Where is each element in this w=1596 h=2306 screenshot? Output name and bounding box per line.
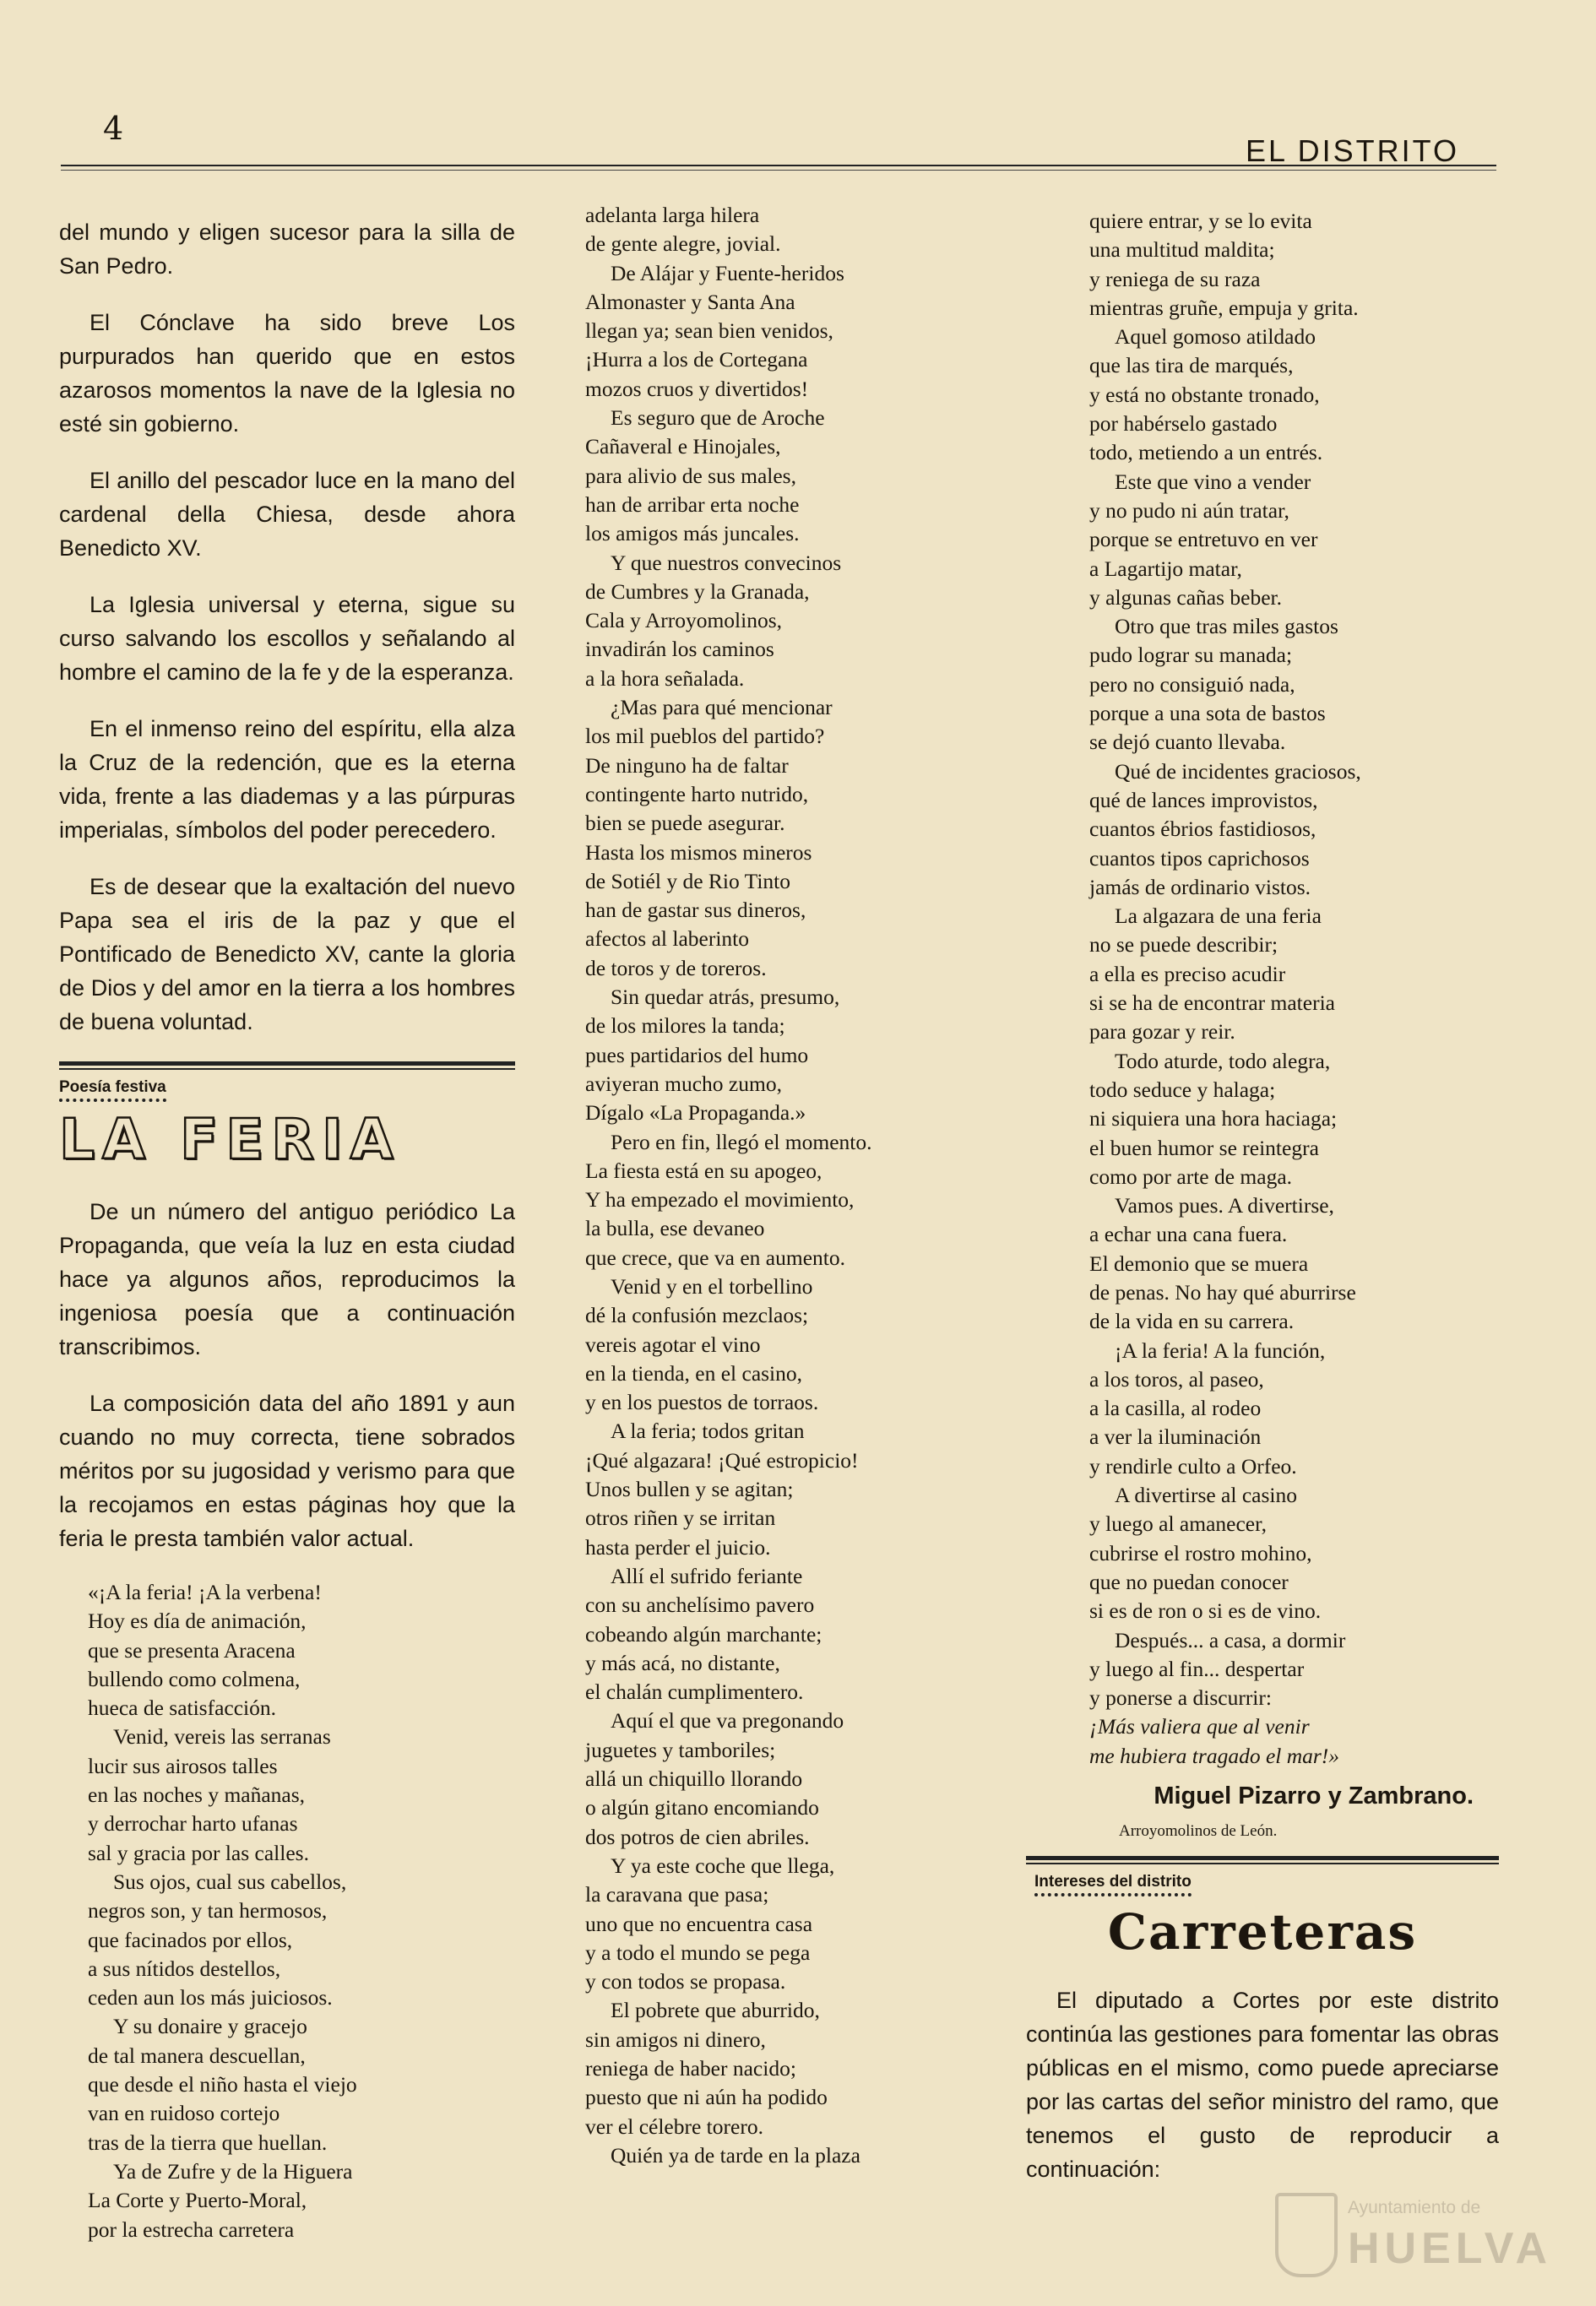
column-3 [1026, 207, 1499, 2209]
poem-line: los mil pueblos del partido? [585, 724, 825, 749]
poem-line: que las tira de marqués, [1089, 353, 1294, 378]
poem-line: a los toros, al paseo, [1089, 1366, 1264, 1392]
poem-line: aviyeran mucho zumo, [585, 1071, 782, 1096]
poem-line: si es de ron o si es de vino. [1089, 1598, 1322, 1624]
poem-line: Este que vino a vender [1115, 469, 1311, 494]
poem-line: Unos bullen y se agitan; [585, 1477, 794, 1502]
poem-line: allá un chiquillo llorando [585, 1766, 803, 1792]
poem-line: Es seguro que de Aroche [611, 405, 825, 431]
poem-line: Almonaster y Santa Ana [585, 289, 795, 314]
poem-line: Cala y Arroyomolinos, [585, 608, 783, 633]
poem-line: de Cumbres y la Granada, [585, 578, 810, 604]
article-paragraph: El anillo del pescador luce en la mano del cardenal della Chiesa, desde ahora Benedicto XV. [59, 468, 515, 561]
poem-line: han de gastar sus dineros, [585, 898, 806, 923]
poem-line: mientras gruñe, empuja y grita. [1089, 295, 1359, 320]
poem-line: ni siquiera una hora haciaga; [1089, 1106, 1338, 1131]
poem-line: El pobrete que aburrido, [611, 1998, 820, 2023]
poem-line: a la hora señalada. [585, 665, 745, 691]
poem-line: ver el célebre torero. [585, 2113, 763, 2139]
poem-line: El demonio que se muera [1089, 1251, 1309, 1276]
poem-line: invadirán los caminos [585, 637, 774, 662]
poem-line: y reniega de su raza [1089, 266, 1261, 291]
poem-line: Aquí el que va pregonando [611, 1708, 844, 1734]
poem-line: lucir sus airosos talles [88, 1753, 278, 1778]
poem-line: para alivio de sus males, [585, 463, 796, 488]
poem-line: sal y gracia por las calles. [88, 1840, 309, 1865]
poem-line: ¡A la feria! A la función, [1115, 1337, 1326, 1363]
section-divider-thin [1026, 1863, 1499, 1864]
poem-line: en la tienda, en el casino, [585, 1360, 803, 1386]
poem-line: Venid, vereis las serranas [113, 1724, 331, 1750]
poem-line: negros son, y tan hermosos, [88, 1898, 328, 1923]
poem-line: de tal manera descuellan, [88, 2043, 306, 2068]
header-rule-thin [61, 170, 1496, 171]
article-paragraph: La Iglesia universal y eterna, sigue su curso salvando los escollos y señalando al hombre el camino de la fe y de la esperanza. [59, 592, 515, 685]
poem-line: Quién ya de tarde en la plaza [611, 2142, 860, 2168]
poem-line: han de arribar erta noche [585, 491, 800, 517]
poem-line: todo, metiendo a un entrés. [1089, 440, 1323, 465]
poem-line: a la casilla, al rodeo [1089, 1396, 1262, 1421]
poem-line: Después... a casa, a dormir [1115, 1627, 1346, 1652]
poem-line: para gozar y reir. [1089, 1019, 1235, 1044]
poem-line: Dígalo «La Propaganda.» [585, 1100, 806, 1126]
poem-line: por habérselo gastado [1089, 411, 1278, 437]
poem-line: la caravana que pasa; [585, 1882, 769, 1907]
poem-line: a ella es preciso acudir [1089, 961, 1286, 986]
poem-signature: Miguel Pizarro y Zambrano. [1154, 1782, 1474, 1810]
poem-line: que desde el niño hasta el viejo [88, 2072, 357, 2097]
article-paragraph: del mundo y eligen sucesor para la silla de San Pedro. [59, 220, 515, 279]
poem-line: de la vida en su carrera. [1089, 1309, 1295, 1334]
newspaper-title: EL DISTRITO [1245, 133, 1459, 168]
poem-line: si se ha de encontrar materia [1089, 990, 1335, 1016]
poem-line: Y su donaire y gracejo [113, 2014, 307, 2039]
poem-line: Aquel gomoso atildado [1115, 324, 1316, 350]
poem-line: dos potros de cien abriles. [585, 1824, 810, 1849]
poem-line: bien se puede asegurar. [585, 811, 785, 836]
poem-line: llegan ya; sean bien venidos, [585, 318, 833, 344]
poem-line: Otro que tras miles gastos [1115, 614, 1338, 639]
poem-place: Arroyomolinos de León. [1119, 1822, 1278, 1841]
poem-line: se dejó cuanto llevaba. [1089, 730, 1286, 755]
watermark-line1: Ayuntamiento de [1348, 2198, 1481, 2217]
poem-line: Sin quedar atrás, presumo, [611, 985, 840, 1010]
article-paragraph: Es de desear que la exaltación del nuevo Papa sea el iris de la paz y que el Pontificado de Benedicto XV, cante la gloria de Dios y del amor en la tierra a los hombres de buena voluntad. [59, 874, 515, 1034]
poem-line: Hoy es día de animación, [88, 1609, 307, 1634]
poem-line: Y ya este coche que llega, [611, 1853, 835, 1878]
poem-line: «¡A la feria! ¡A la verbena! [88, 1580, 322, 1604]
poem-line: cuantos tipos caprichosos [1089, 845, 1310, 871]
poem-line: a ver la iluminación [1089, 1424, 1262, 1450]
poem-line: como por arte de maga. [1089, 1164, 1293, 1189]
poem-line: Todo aturde, todo alegra, [1115, 1048, 1331, 1073]
poem-line: Y que nuestros convecinos [611, 550, 842, 575]
feria-intro-paragraph: De un número del antiguo periódico La Propaganda, que veía la luz en esta ciudad hace ya algunos años, reproducimos la ingeniosa poesía que a continuación transcribimos. [59, 1199, 515, 1359]
poem-line: De ninguno ha de faltar [585, 752, 789, 778]
poem-line: que se presenta Aracena [88, 1637, 296, 1663]
poem-line: pero no consiguió nada, [1089, 671, 1295, 697]
poem-line: La algazara de una feria [1115, 903, 1322, 929]
article-paragraph: El Cónclave ha sido breve Los purpurados han querido que en estos azarosos momentos la nave de la Iglesia no esté sin gobierno. [59, 310, 515, 437]
poem-line: Pero en fin, llegó el momento. [611, 1129, 872, 1154]
feria-intro-paragraph: La composición data del año 1891 y aun cuando no muy correcta, tiene sobrados méritos por su jugosidad y verismo para que la recojamos en estas páginas hoy que la feria le presta también valor actual. [59, 1391, 515, 1551]
poem-line: uno que no encuentra casa [585, 1911, 813, 1936]
poem-line: el chalán cumplimentero. [585, 1679, 804, 1705]
poem-line: contingente harto nutrido, [585, 781, 809, 806]
poem-line: van en ruidoso cortejo [88, 2101, 280, 2126]
poem-line: puesto que ni aún ha podido [585, 2085, 828, 2110]
poem-line: Y ha empezado el movimiento, [585, 1187, 855, 1213]
poem-line: a echar una cana fuera. [1089, 1222, 1288, 1247]
poem-line: porque se entretuvo en ver [1089, 527, 1318, 552]
poem-line: que crece, que va en aumento. [585, 1245, 845, 1270]
archive-watermark [1275, 2186, 1553, 2287]
poem-line: ¡Qué algazara! ¡Qué estropicio! [585, 1447, 859, 1473]
poem-line: o algún gitano encomiando [585, 1795, 819, 1820]
poem-line: con su anchelísimo pavero [585, 1592, 815, 1618]
papacy-article [59, 215, 515, 1039]
feria-headline: LA FERIA [59, 1107, 401, 1172]
poem-line: cuantos ébrios fastidiosos, [1089, 817, 1316, 842]
coat-of-arms-icon [1275, 2193, 1338, 2277]
poem-line: Allí el sufrido feriante [611, 1563, 803, 1588]
column-2-poem [585, 201, 957, 2170]
poem-line: en las noches y mañanas, [88, 1782, 306, 1808]
poem-line: todo seduce y halaga; [1089, 1077, 1276, 1102]
poem-line: dé la confusión mezclaos; [585, 1303, 809, 1328]
poem-line: otros riñen y se irritan [585, 1506, 776, 1531]
poem-line: vereis agotar el vino [585, 1332, 761, 1357]
poem-line: y rendirle culto a Orfeo. [1089, 1453, 1297, 1479]
page-number: 4 [103, 110, 124, 147]
carreteras-paragraph: El diputado a Cortes por este distrito continúa las gestiones para fomentar las obras públicas en el mismo, como puede apreciarse por las cartas del señor ministro del ramo, que tenemos el gusto de reproducir a continuación: [1026, 1988, 1499, 2183]
poem-line: De Alájar y Fuente-heridos [611, 260, 844, 285]
poem-line: me hubiera tragado el mar!» [1089, 1743, 1340, 1768]
poem-line: cobeando algún marchante; [585, 1621, 822, 1647]
poem-line: ¿Mas para qué mencionar [611, 695, 833, 720]
poem-line: La fiesta está en su apogeo, [585, 1158, 822, 1183]
poem-line: Hasta los mismos mineros [585, 839, 812, 865]
section-divider [1026, 1856, 1499, 1860]
poem-line: y más acá, no distante, [585, 1650, 780, 1675]
poem-line: no se puede describir; [1089, 932, 1278, 958]
poem-line: quiere entrar, y se lo evita [1089, 209, 1312, 233]
poem-part-1 [59, 1578, 515, 2244]
poem-line: A divertirse al casino [1115, 1483, 1297, 1508]
poem-line: y algunas cañas beber. [1089, 584, 1282, 610]
poem-line: sin amigos ni dinero, [585, 2027, 766, 2052]
poem-line: afectos al laberinto [585, 926, 749, 952]
poem-line: juguetes y tamboriles; [585, 1737, 776, 1762]
poem-line: y luego al fin... despertar [1089, 1656, 1305, 1681]
carreteras-headline: Carreteras [1107, 1903, 1418, 1961]
poem-line: una multitud maldita; [1089, 237, 1275, 263]
poem-line: de los milores la tanda; [585, 1013, 785, 1039]
poem-line: Qué de incidentes graciosos, [1115, 758, 1361, 784]
article-paragraph: En el inmenso reino del espíritu, ella alza la Cruz de la redención, que es la eterna vida, frente a las diademas y a las púrpuras imperialas, símbolos del poder perecedero. [59, 716, 515, 843]
poem-line: pudo lograr su manada; [1089, 643, 1293, 668]
poem-part-3 [1026, 207, 1499, 1771]
poem-line: La Corte y Puerto-Moral, [88, 2188, 307, 2213]
poem-line: Vamos pues. A divertirse, [1115, 1193, 1334, 1218]
poem-line: y ponerse a discurrir: [1089, 1685, 1272, 1711]
poem-line: que facinados por ellos, [88, 1927, 293, 1952]
poem-line: adelanta larga hilera [585, 203, 760, 227]
poem-line: y no pudo ni aún tratar, [1089, 497, 1289, 523]
poem-line: hasta perder el juicio. [585, 1534, 771, 1560]
header-rule [61, 165, 1496, 166]
carreteras-article [1026, 1983, 1499, 2186]
poem-line: que no puedan conocer [1089, 1569, 1289, 1594]
section-label-poesia: Poesía festiva [59, 1078, 166, 1102]
poem-line: Cañaveral e Hinojales, [585, 434, 781, 459]
poem-line: el buen humor se reintegra [1089, 1135, 1319, 1160]
poem-line: por la estrecha carretera [88, 2216, 295, 2242]
poem-line: de penas. No hay qué aburrirse [1089, 1279, 1356, 1305]
poem-line: y en los puestos de torraos. [585, 1390, 819, 1415]
poem-line: bullendo como colmena, [88, 1666, 301, 1691]
poem-line: jamás de ordinario vistos. [1089, 874, 1311, 899]
poem-line: reniega de haber nacido; [585, 2056, 796, 2081]
poem-line: tras de la tierra que huellan. [88, 2130, 328, 2155]
poem-line: pues partidarios del humo [585, 1042, 809, 1067]
section-label-intereses: Intereses del distrito [1034, 1873, 1192, 1896]
poem-line: y a todo el mundo se pega [585, 1940, 811, 1965]
watermark-line2: HUELVA [1348, 2224, 1553, 2273]
poem-line: Ya de Zufre y de la Higuera [113, 2158, 353, 2184]
poem-line: y derrochar harto ufanas [88, 1811, 298, 1837]
poem-line: de Sotiél y de Rio Tinto [585, 868, 790, 893]
poem-line: la bulla, ese devaneo [585, 1216, 765, 1241]
poem-line: Sus ojos, cual sus cabellos, [113, 1869, 347, 1894]
poem-line: Venid y en el torbellino [611, 1273, 813, 1299]
feria-intro [59, 1195, 515, 1555]
poem-line: porque a una sota de bastos [1089, 701, 1326, 726]
section-divider-thin [59, 1068, 515, 1070]
poem-line: hueca de satisfacción. [88, 1696, 277, 1721]
poem-line: ¡Más valiera que al venir [1089, 1714, 1310, 1739]
poem-line: a Lagartijo matar, [1089, 556, 1242, 581]
poem-line: ceden aun los más juiciosos. [88, 1985, 333, 2010]
poem-line: a sus nítidos destellos, [88, 1956, 281, 1981]
poem-line: A la feria; todos gritan [611, 1419, 805, 1444]
poem-line: de gente alegre, jovial. [585, 231, 781, 257]
poem-line: los amigos más juncales. [585, 521, 800, 546]
section-divider [59, 1061, 515, 1066]
poem-line: y con todos se propasa. [585, 1969, 786, 1994]
poem-line: qué de lances improvistos, [1089, 787, 1318, 812]
poem-line: de toros y de toreros. [585, 955, 767, 980]
poem-line: cubrirse el rostro mohino, [1089, 1540, 1312, 1565]
poem-line: ¡Hurra a los de Cortegana [585, 347, 808, 372]
column-1 [59, 193, 515, 2244]
poem-line: mozos cruos y divertidos! [585, 376, 809, 401]
poem-line: y está no obstante tronado, [1089, 382, 1320, 407]
poem-line: y luego al amanecer, [1089, 1511, 1267, 1537]
